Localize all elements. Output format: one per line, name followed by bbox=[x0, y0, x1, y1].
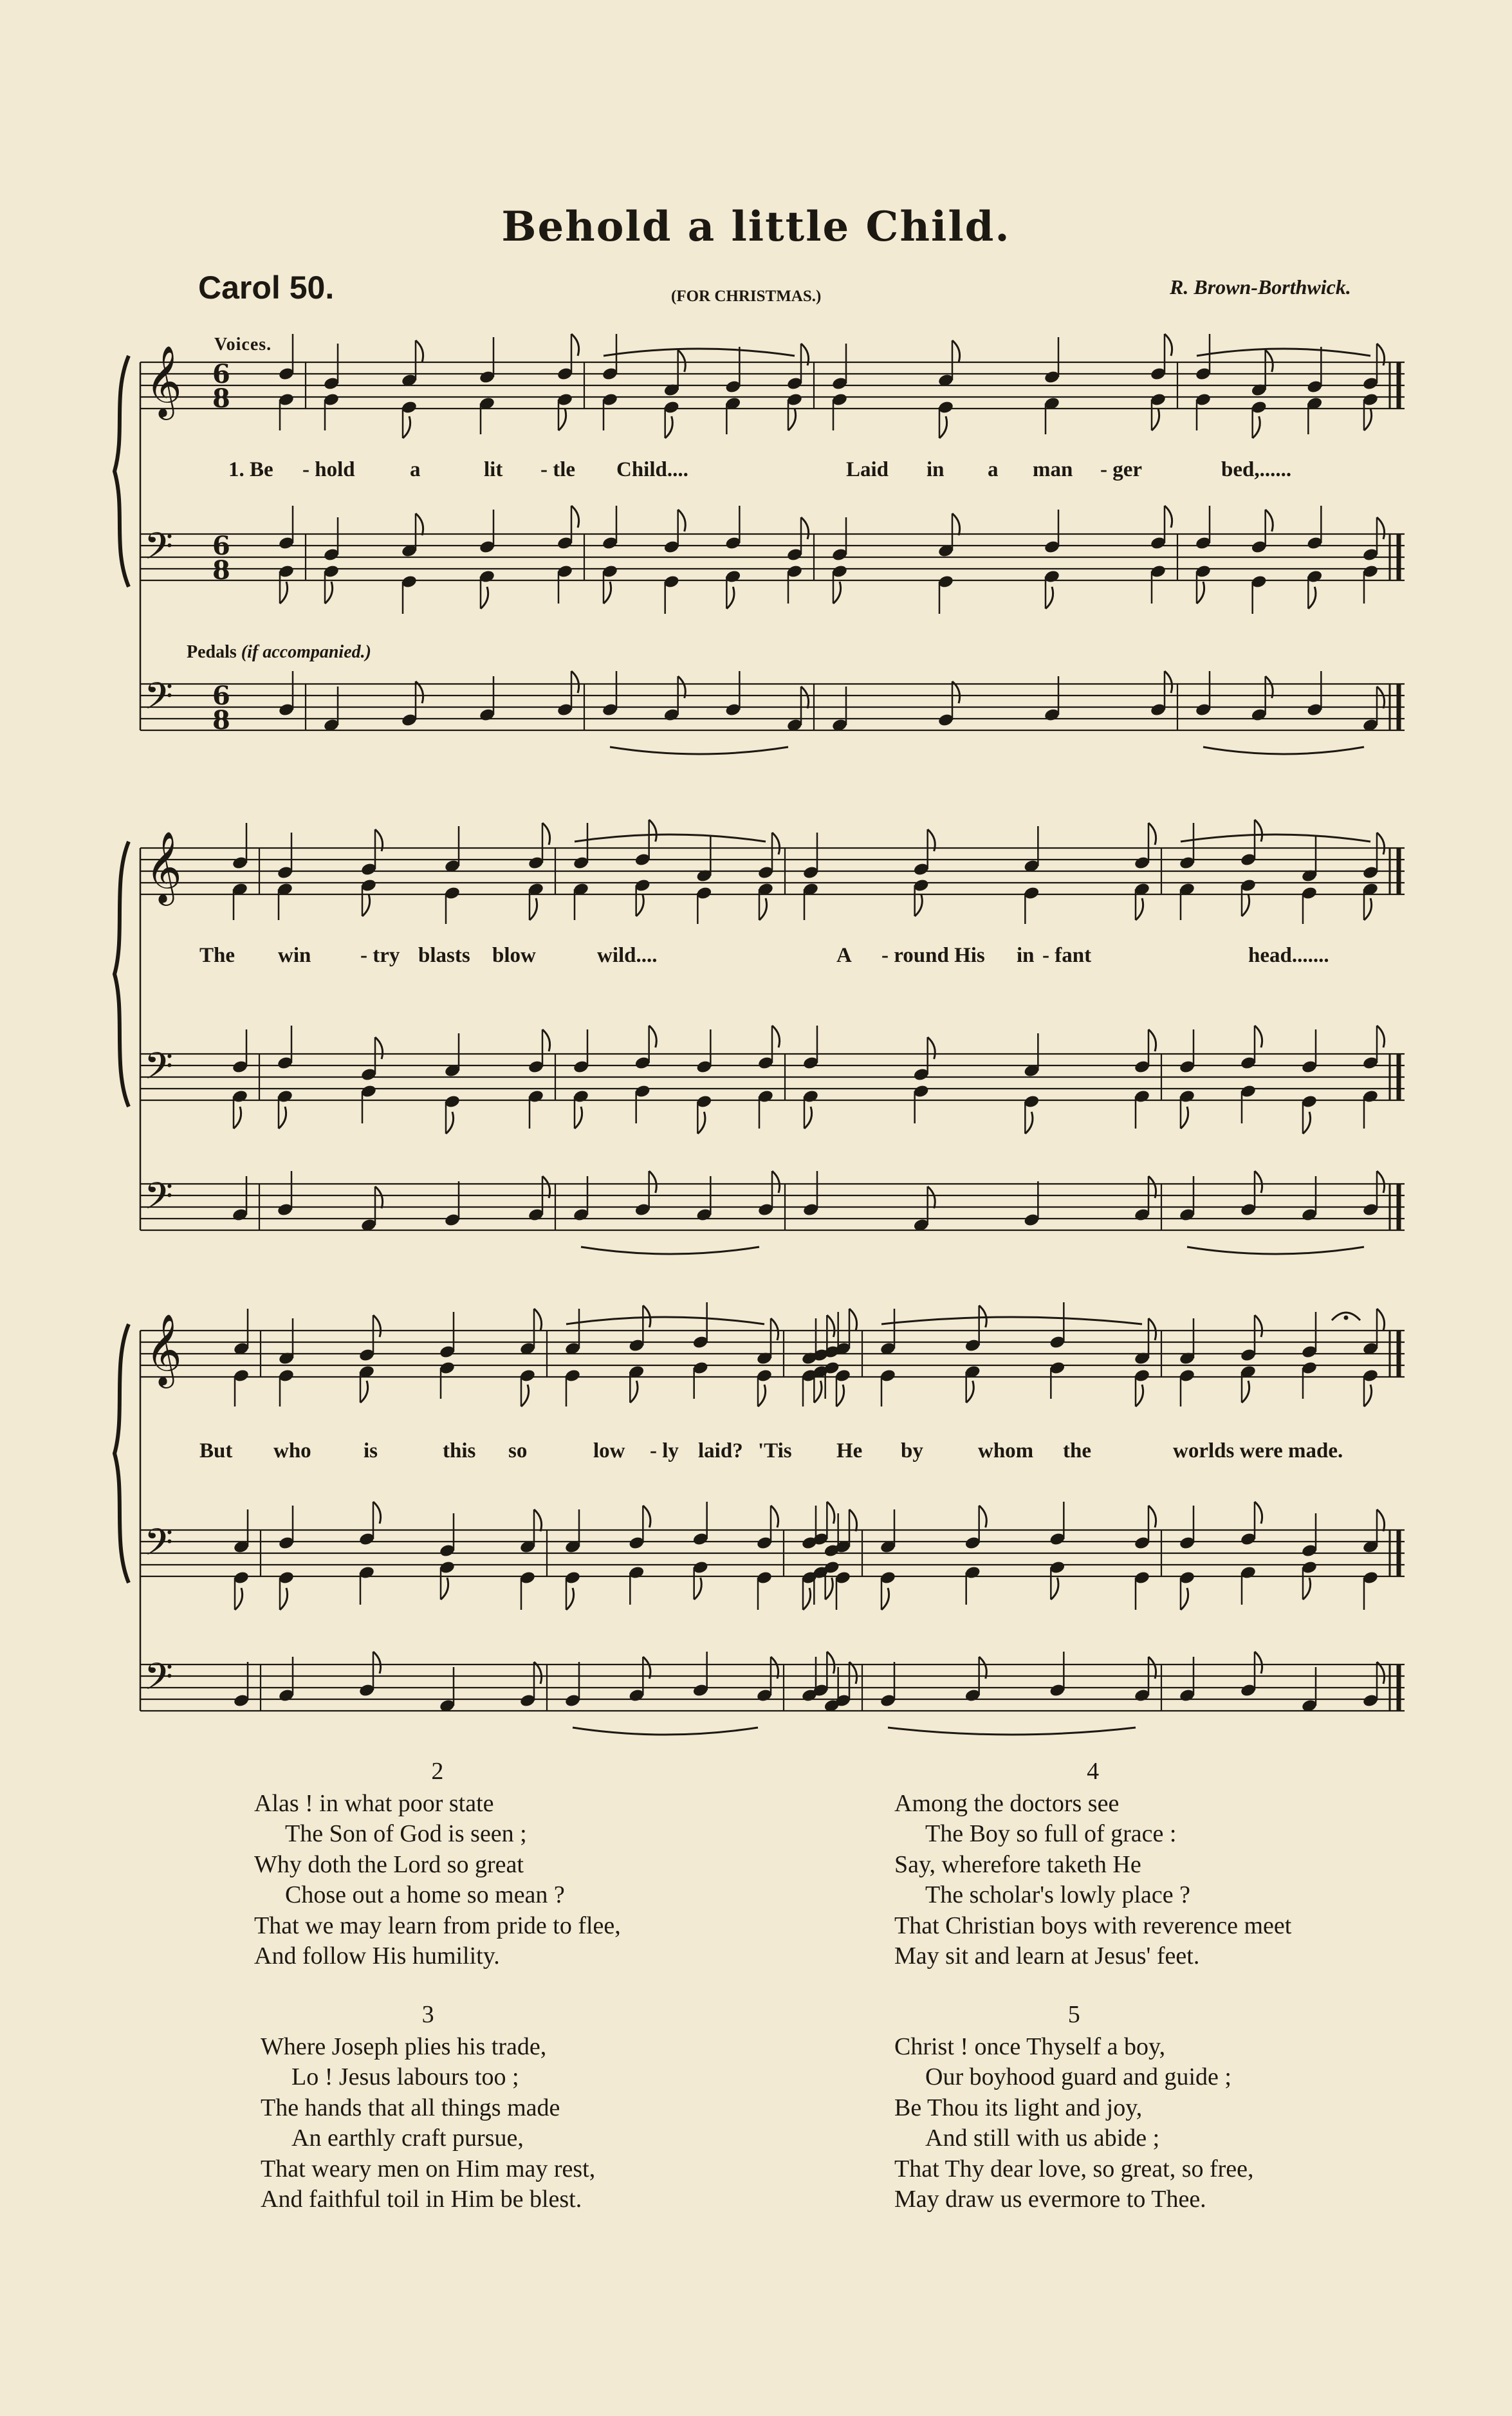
note-flag bbox=[534, 1662, 542, 1684]
tie-slur bbox=[581, 1247, 759, 1254]
note-flag bbox=[772, 833, 780, 854]
tie-slur bbox=[1197, 349, 1370, 356]
tie-slur bbox=[1203, 747, 1364, 754]
note-flag bbox=[772, 1171, 780, 1193]
lyric-syllable: Laid bbox=[846, 458, 889, 481]
note-flag bbox=[416, 513, 423, 535]
note-flag bbox=[534, 1309, 542, 1331]
time-signature-bottom: 8 bbox=[212, 555, 230, 586]
verse-line: Our boyhood guard and guide ; bbox=[925, 2063, 1231, 2090]
note-flag bbox=[1181, 1588, 1188, 1610]
lyric-syllable: man bbox=[1033, 458, 1073, 481]
note-flag bbox=[801, 517, 809, 539]
verse-line: Among the doctors see bbox=[894, 1789, 1120, 1817]
note-flag bbox=[1377, 1662, 1385, 1684]
verse-line: And faithful toil in Him be blest. bbox=[261, 2186, 582, 2213]
lyric-syllable: by bbox=[901, 1439, 923, 1462]
note-flag bbox=[1303, 1578, 1311, 1600]
verse-line: Christ ! once Thyself a boy, bbox=[894, 2033, 1166, 2060]
lyric-syllable: this bbox=[443, 1439, 476, 1462]
note-flag bbox=[1255, 1026, 1262, 1047]
note-flag bbox=[373, 1652, 381, 1674]
note-flag bbox=[416, 340, 423, 362]
bass-clef-icon: 𝄢 bbox=[144, 1174, 174, 1227]
note-flag bbox=[1181, 1107, 1188, 1129]
note-flag bbox=[279, 1107, 286, 1129]
note-flag bbox=[571, 334, 579, 356]
verse-line: That Thy dear love, so great, so free, bbox=[894, 2155, 1254, 2182]
note-flag bbox=[833, 582, 841, 604]
verse-line: The Son of God is seen ; bbox=[285, 1820, 527, 1847]
note-flag bbox=[530, 898, 537, 920]
note-flag bbox=[1266, 350, 1273, 372]
verse-3 bbox=[261, 2000, 595, 2215]
lyric-syllable: is bbox=[364, 1439, 378, 1462]
tie-slur bbox=[881, 1317, 1142, 1324]
note-flag bbox=[814, 1381, 822, 1403]
lyric-syllable: - fant bbox=[1042, 944, 1092, 967]
note-flag bbox=[1165, 334, 1172, 356]
treble-clef-icon: 𝄞 bbox=[145, 831, 182, 903]
lyric-syllable: - try bbox=[360, 944, 400, 967]
note-flag bbox=[1025, 1112, 1033, 1134]
note-flag bbox=[827, 1502, 834, 1524]
lyric-syllable: wild.... bbox=[597, 944, 658, 967]
lyric-syllable: low bbox=[593, 1439, 625, 1462]
system-brace bbox=[115, 842, 129, 1107]
note-flag bbox=[1046, 587, 1053, 609]
verse-4 bbox=[894, 1757, 1291, 1972]
verse-line: And follow His humility. bbox=[254, 1942, 500, 1969]
treble-clef-icon: 𝄞 bbox=[145, 1313, 182, 1385]
note-flag bbox=[558, 409, 566, 430]
note-flag bbox=[360, 1381, 368, 1403]
note-flag bbox=[373, 1502, 381, 1524]
note-flag bbox=[1148, 1318, 1156, 1340]
bass-clef-icon: 𝄢 bbox=[144, 1044, 174, 1097]
lyric-syllable: blow bbox=[492, 944, 536, 967]
verse-line: Chose out a home so mean ? bbox=[285, 1881, 565, 1908]
tie-slur bbox=[610, 747, 788, 754]
note-flag bbox=[575, 1107, 582, 1129]
note-flag bbox=[1364, 409, 1372, 430]
note-flag bbox=[827, 1652, 834, 1674]
bass-clef-icon: 𝄢 bbox=[144, 1655, 174, 1708]
verse-line: The hands that all things made bbox=[261, 2094, 560, 2121]
bass-clef-icon: 𝄢 bbox=[144, 1520, 174, 1573]
note-flag bbox=[649, 820, 657, 842]
note-flag bbox=[1197, 582, 1204, 604]
note-flag bbox=[1377, 1026, 1385, 1047]
note-flag bbox=[772, 1026, 780, 1047]
note-flag bbox=[542, 823, 550, 845]
note-flag bbox=[1136, 898, 1143, 920]
note-flag bbox=[1377, 833, 1385, 854]
note-flag bbox=[325, 582, 333, 604]
note-flag bbox=[571, 671, 579, 693]
verse-line: Alas ! in what poor state bbox=[254, 1789, 494, 1817]
note-flag bbox=[694, 1578, 702, 1600]
time-signature-top: 6 bbox=[212, 359, 230, 389]
lyrics-system-2 bbox=[0, 944, 1512, 970]
note-flag bbox=[235, 1588, 243, 1610]
note-flag bbox=[726, 587, 734, 609]
lyric-syllable: in bbox=[927, 458, 945, 481]
verse-line: The Boy so full of grace : bbox=[925, 1820, 1177, 1847]
note-flag bbox=[678, 350, 686, 372]
note-flag bbox=[1303, 1112, 1311, 1134]
note-flag bbox=[1148, 1506, 1156, 1527]
tie-slur bbox=[604, 349, 795, 356]
verse-line: And still with us abide ; bbox=[925, 2125, 1160, 2152]
note-flag bbox=[1242, 894, 1249, 916]
note-flag bbox=[849, 1509, 857, 1531]
note-flag bbox=[881, 1588, 889, 1610]
note-flag bbox=[362, 894, 370, 916]
lyric-syllable: the bbox=[1063, 1439, 1091, 1462]
note-flag bbox=[571, 506, 579, 528]
carol-number: Carol 50. bbox=[198, 270, 335, 306]
lyric-syllable: win bbox=[278, 944, 311, 967]
lyric-syllable: The bbox=[199, 944, 235, 967]
note-flag bbox=[521, 1385, 529, 1406]
verse-line: May draw us evermore to Thee. bbox=[894, 2186, 1206, 2213]
lyric-syllable: bed,...... bbox=[1221, 458, 1292, 481]
lyric-syllable: who bbox=[273, 1439, 311, 1462]
lyric-syllable: 1. Be bbox=[228, 458, 273, 481]
lyric-syllable: A bbox=[836, 944, 852, 967]
note-flag bbox=[373, 1315, 381, 1337]
note-flag bbox=[771, 1318, 779, 1340]
note-flag bbox=[1255, 1171, 1262, 1193]
note-flag bbox=[375, 1037, 383, 1059]
note-flag bbox=[1377, 517, 1385, 539]
note-flag bbox=[481, 587, 488, 609]
note-flag bbox=[1165, 671, 1172, 693]
note-flag bbox=[952, 513, 960, 535]
note-flag bbox=[758, 1385, 766, 1406]
note-flag bbox=[836, 1385, 844, 1406]
tie-slur bbox=[888, 1728, 1136, 1735]
note-flag bbox=[928, 1037, 936, 1059]
lyrics-system-1 bbox=[0, 458, 1512, 484]
note-flag bbox=[1377, 1171, 1385, 1193]
lyric-syllable: 'Tis bbox=[758, 1439, 792, 1462]
lyric-syllable: so bbox=[508, 1439, 528, 1462]
time-signature-bottom: 8 bbox=[212, 383, 230, 414]
lyric-syllable: a bbox=[410, 458, 421, 481]
carol-title: Behold a little Child. bbox=[501, 203, 1011, 251]
note-flag bbox=[441, 1578, 448, 1600]
lyric-syllable: whom bbox=[978, 1439, 1034, 1462]
note-flag bbox=[1266, 510, 1273, 531]
note-flag bbox=[1148, 1029, 1156, 1051]
lyric-syllable: blasts bbox=[418, 944, 470, 967]
lyric-syllable: - round His bbox=[881, 944, 985, 967]
note-flag bbox=[1152, 409, 1159, 430]
note-flag bbox=[697, 1112, 705, 1134]
lyric-syllable: Child.... bbox=[616, 458, 688, 481]
tie-slur bbox=[573, 1728, 758, 1735]
note-flag bbox=[952, 340, 960, 362]
note-flag bbox=[649, 1171, 657, 1193]
note-flag bbox=[1051, 1578, 1058, 1600]
tie-slur bbox=[575, 835, 766, 842]
note-flag bbox=[604, 582, 611, 604]
verse-number: 2 bbox=[431, 1758, 444, 1785]
tie-slur bbox=[1187, 1247, 1364, 1254]
fermata-dot bbox=[1344, 1316, 1349, 1320]
note-flag bbox=[1148, 823, 1156, 845]
note-flag bbox=[827, 1315, 834, 1337]
lyric-syllable: - tle bbox=[540, 458, 576, 481]
lyric-syllable: a bbox=[988, 458, 999, 481]
pedals-note: (if accompanied.) bbox=[241, 642, 371, 662]
note-flag bbox=[1377, 1509, 1385, 1531]
lyric-syllable: worlds were made. bbox=[1173, 1439, 1343, 1462]
lyric-syllable: - hold bbox=[302, 458, 355, 481]
lyric-syllable: He bbox=[836, 1439, 863, 1462]
note-flag bbox=[1255, 1315, 1262, 1337]
note-flag bbox=[1377, 1309, 1385, 1331]
verse-line: Lo ! Jesus labours too ; bbox=[291, 2063, 519, 2090]
lyric-syllable: in bbox=[1017, 944, 1035, 967]
note-flag bbox=[1377, 687, 1385, 708]
verse-line: May sit and learn at Jesus' feet. bbox=[894, 1942, 1200, 1969]
note-flag bbox=[665, 416, 673, 438]
note-flag bbox=[542, 1029, 550, 1051]
note-flag bbox=[1255, 1652, 1262, 1674]
note-flag bbox=[234, 1107, 241, 1129]
note-flag bbox=[1136, 1385, 1143, 1406]
composer-credit: R. Brown-Borthwick. bbox=[1170, 275, 1351, 299]
note-flag bbox=[788, 409, 796, 430]
note-flag bbox=[825, 1578, 833, 1600]
note-flag bbox=[771, 1506, 779, 1527]
pedals-label-text: Pedals bbox=[187, 642, 237, 662]
note-flag bbox=[375, 1186, 383, 1208]
time-signature-top: 6 bbox=[212, 681, 230, 711]
verse-line: That Christian boys with reverence meet bbox=[894, 1912, 1292, 1939]
note-flag bbox=[801, 687, 809, 708]
verse-number: 4 bbox=[1087, 1758, 1100, 1785]
note-flag bbox=[804, 1107, 812, 1129]
note-flag bbox=[1364, 898, 1372, 920]
note-flag bbox=[403, 416, 410, 438]
note-flag bbox=[643, 1506, 650, 1527]
occasion-note: (FOR CHRISTMAS.) bbox=[671, 288, 822, 305]
lyric-syllable: - ger bbox=[1100, 458, 1143, 481]
note-flag bbox=[759, 898, 767, 920]
lyric-syllable: lit bbox=[484, 458, 503, 481]
lyric-syllable: head....... bbox=[1248, 944, 1329, 967]
note-flag bbox=[446, 1112, 454, 1134]
verse-line: Say, wherefore taketh He bbox=[894, 1850, 1141, 1878]
note-flag bbox=[534, 1509, 542, 1531]
verse-5 bbox=[894, 2000, 1254, 2215]
lyric-syllable: But bbox=[199, 1439, 233, 1462]
note-flag bbox=[849, 1309, 857, 1331]
note-flag bbox=[1165, 506, 1172, 528]
voices-label: Voices. bbox=[214, 335, 272, 355]
verse-line: Why doth the Lord so great bbox=[254, 1850, 524, 1878]
note-flag bbox=[1255, 820, 1262, 842]
note-flag bbox=[280, 1588, 288, 1610]
note-flag bbox=[1242, 1381, 1249, 1403]
note-flag bbox=[1255, 1502, 1262, 1524]
time-signature-top: 6 bbox=[212, 531, 230, 561]
bass-clef-icon: 𝄢 bbox=[144, 674, 174, 727]
verse-line: That weary men on Him may rest, bbox=[261, 2155, 596, 2182]
note-flag bbox=[939, 416, 947, 438]
time-signature-bottom: 8 bbox=[212, 705, 230, 735]
verse-line: An earthly craft pursue, bbox=[291, 2125, 524, 2152]
verse-number: 5 bbox=[1067, 2001, 1080, 2028]
note-flag bbox=[928, 1186, 936, 1208]
note-flag bbox=[803, 1588, 811, 1610]
note-flag bbox=[1253, 416, 1260, 438]
note-flag bbox=[966, 1381, 974, 1403]
verse-number: 3 bbox=[421, 2001, 434, 2028]
note-flag bbox=[678, 510, 686, 531]
lyrics-system-3 bbox=[0, 1439, 1512, 1465]
note-flag bbox=[849, 1662, 857, 1684]
note-flag bbox=[566, 1588, 574, 1610]
lyric-syllable: - ly bbox=[650, 1439, 679, 1462]
note-flag bbox=[630, 1381, 638, 1403]
note-flag bbox=[1364, 1385, 1372, 1406]
lyric-syllable: laid? bbox=[698, 1439, 743, 1462]
tie-slur bbox=[1181, 835, 1370, 842]
note-flag bbox=[649, 1026, 657, 1047]
bass-clef-icon: 𝄢 bbox=[144, 524, 174, 577]
treble-clef-icon: 𝄞 bbox=[145, 345, 182, 417]
note-flag bbox=[915, 894, 923, 916]
verse-line: The scholar's lowly place ? bbox=[925, 1881, 1191, 1908]
verse-line: Where Joseph plies his trade, bbox=[261, 2033, 547, 2060]
note-flag bbox=[280, 582, 288, 604]
verse-2 bbox=[254, 1757, 621, 1972]
tie-slur bbox=[566, 1317, 764, 1324]
note-flag bbox=[979, 1506, 987, 1527]
verse-line: That we may learn from pride to flee, bbox=[254, 1912, 621, 1939]
verse-line: Be Thou its light and joy, bbox=[894, 2094, 1143, 2121]
note-flag bbox=[1308, 587, 1316, 609]
note-flag bbox=[636, 894, 644, 916]
